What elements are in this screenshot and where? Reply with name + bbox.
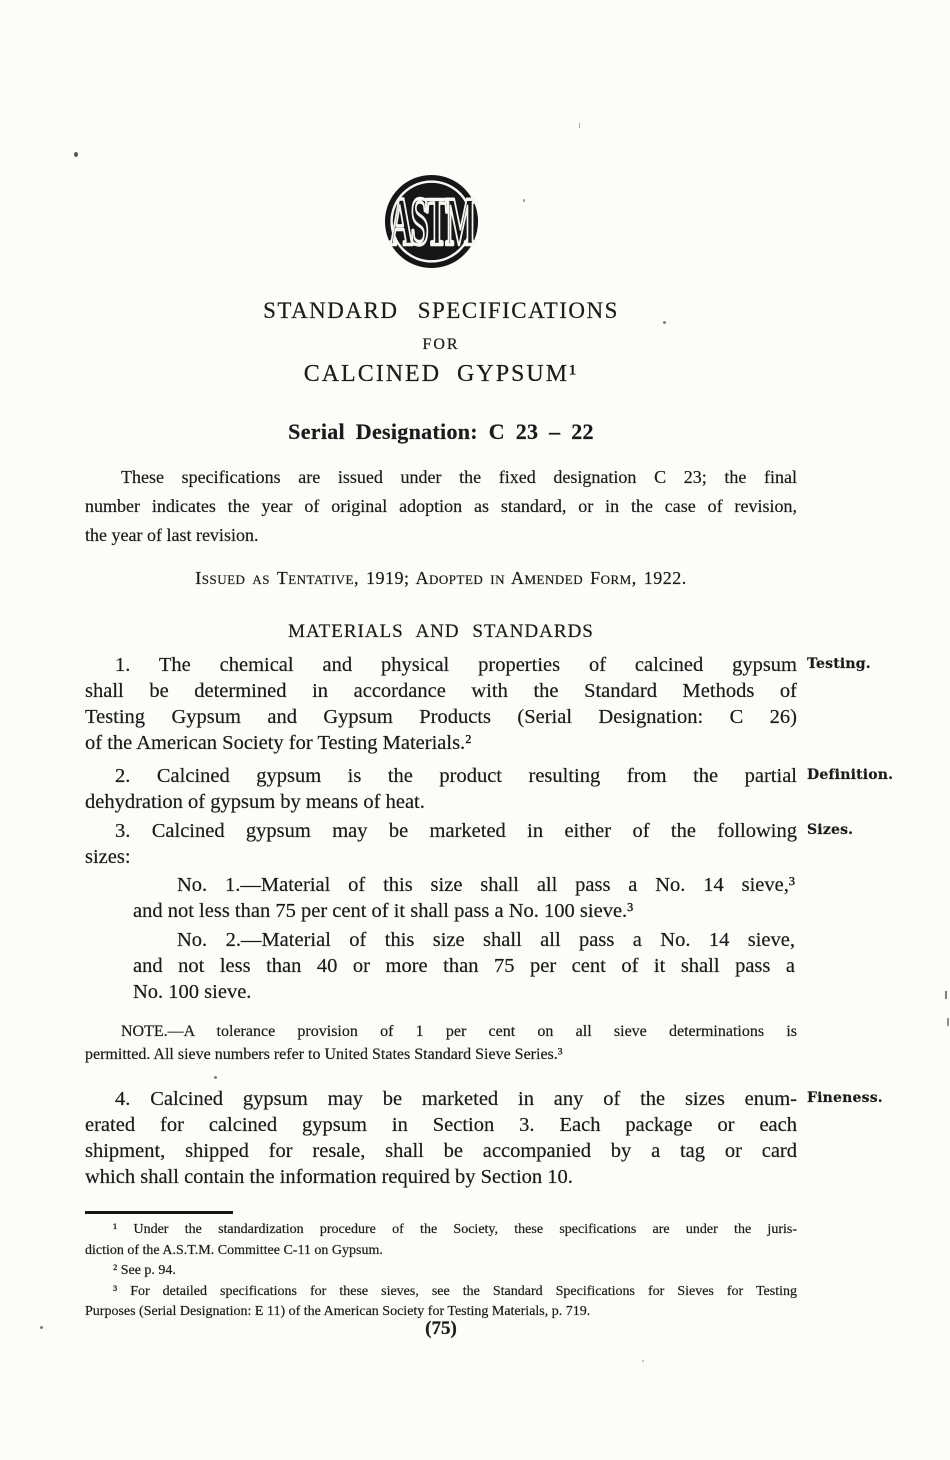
- astm-logo-text: ASTM: [389, 183, 474, 260]
- serial-designation: Serial Designation: C 23 – 22: [288, 419, 594, 444]
- scan-speck: [74, 152, 78, 157]
- scan-speck: [40, 1326, 43, 1329]
- section-3-text: 3. Calcined gypsum may be marketed in either of the following sizes:: [85, 820, 797, 868]
- issued-adopted-line: Issued as Tentative, 1919; Adopted in Amended Form, 1922.: [195, 568, 687, 588]
- footnote-3: ³ For detailed specifications for these sieves, see the Standard Specifications for Sieves for Testing Purposes (Serial Designation: E 11) of the American Society for Testing Materials, p. 719.: [85, 1283, 797, 1319]
- document-subject: CALCINED GYPSUM¹: [303, 361, 579, 387]
- astm-logo: [384, 174, 479, 269]
- section-1-testing: [85, 652, 871, 756]
- margin-note-definition: Definition.: [807, 767, 894, 783]
- size-item-no2: No. 2.—Material of this size shall all pass a No. 14 sieve, and not less than 40 or more than 75 per cent of it shall pass a No. 100 sieve.: [133, 929, 795, 1003]
- astm-logo-graphic: [384, 174, 479, 269]
- document-title: STANDARD SPECIFICATIONS: [263, 298, 619, 323]
- section-3-sizes: [85, 818, 854, 870]
- scan-speck: [642, 1360, 644, 1362]
- section-1-text: 1. The chemical and physical properties of calcined gypsum shall be determined in accordance with the Standard Methods of Testing Gypsum and Gypsum Products (Serial Designation: C 26) of the American Society for Testing Materials.²: [85, 654, 797, 754]
- margin-note-fineness: Fineness.: [807, 1090, 883, 1106]
- footnote-2: ² See p. 94.: [113, 1263, 176, 1278]
- scan-speck: [579, 123, 580, 128]
- page-number: (75): [425, 1318, 457, 1339]
- scan-speck: [523, 199, 525, 202]
- size-item-no1: No. 1.—Material of this size shall all pass a No. 14 sieve,³ and not less than 75 per cent of it shall pass a No. 100 sieve.³: [133, 874, 795, 922]
- section-2-text: 2. Calcined gypsum is the product resulting from the partial dehydration of gypsum by means of heat.: [85, 765, 797, 813]
- section-4-fineness: [85, 1086, 883, 1190]
- preamble-paragraph: These specifications are issued under the fixed designation C 23; the final number indicates the year of original adoption as standard, or in the case of revision, the year of last revision.: [85, 467, 797, 545]
- footnote-1: ¹ Under the standardization procedure of the Society, these specifications are under the juris- diction of the A.S.T.M. Committee C-11 on Gypsum.: [85, 1222, 797, 1258]
- main-heading: MATERIALS AND STANDARDS: [288, 621, 594, 642]
- margin-note-sizes: Sizes.: [807, 822, 854, 838]
- scan-speck: [214, 1076, 217, 1079]
- title-for-line: FOR: [422, 336, 460, 353]
- note-paragraph: NOTE.—A tolerance provision of 1 per cent on all sieve determinations is permitted. All sieve numbers refer to United States Standard Sieve Series.³: [85, 1023, 797, 1063]
- scan-speck: [945, 991, 947, 999]
- scan-speck: [947, 1018, 949, 1026]
- footnote-rule: [85, 1211, 233, 1214]
- section-4-text: 4. Calcined gypsum may be marketed in any of the sizes enum- erated for calcined gypsum in Section 3. Each package or each shipment, shipped for resale, shall be accompanied by a tag or card which shall contain the information required by Section 10.: [85, 1088, 797, 1188]
- footnotes-block: [85, 1220, 797, 1323]
- margin-note-testing: Testing.: [807, 656, 871, 672]
- section-2-definition: [85, 763, 894, 815]
